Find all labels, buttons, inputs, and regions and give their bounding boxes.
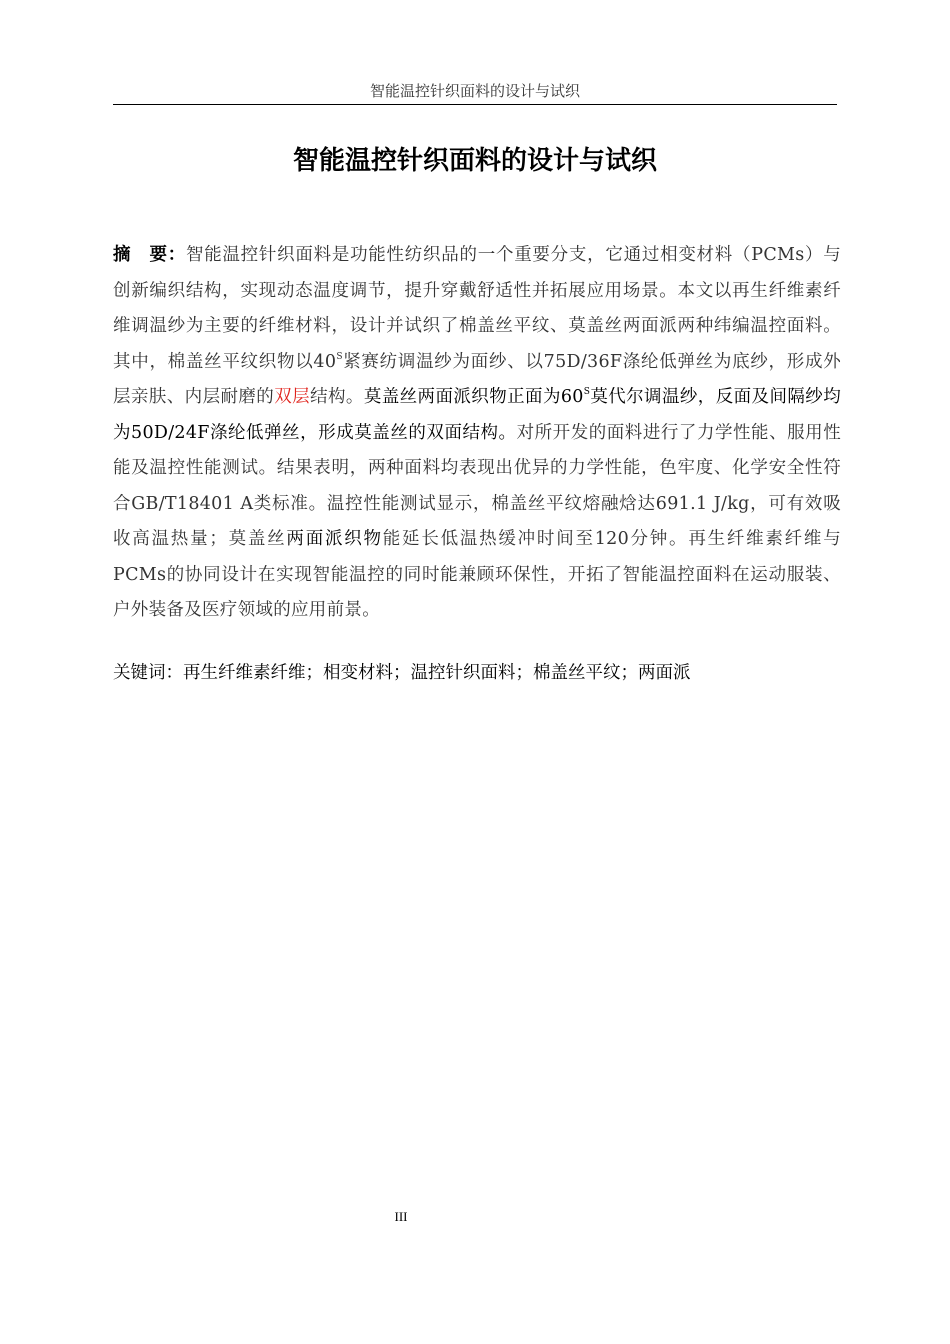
- keywords-text: 再生纤维素纤维；相变材料；温控针织面料；棉盖丝平纹；两面派: [183, 663, 691, 683]
- abstract-text-6: 对所开发的面料进行了力学性能、服用性能及温控性能测试。结果表明，两种面料均表现出优异的力学性能，色牢度、化学安全性符合GB/T18401 A类标准。温控性能测试显示，棉盖丝平纹熔融焓达691.1 J/kg，可有效吸收高温热量；莫盖丝: [113, 422, 841, 549]
- abstract-text-2: 紧赛纺调温纱为面纱、以75D/36F涤纶低弹丝为底纱，形成外层亲肤、内层耐磨的: [113, 351, 841, 407]
- running-header: 智能温控针织面料的设计与试织: [369, 82, 580, 100]
- yarn-count-superscript-1: S: [336, 351, 343, 362]
- yarn-count-superscript-2: S: [583, 387, 591, 397]
- header-rule: [113, 104, 837, 105]
- abstract-text-7: 两面派织物: [286, 529, 383, 549]
- abstract-text-5: 莫代尔调温纱，反面及间隔纱均为50D/24F涤纶低弹丝，形成莫盖丝的双面结构。: [113, 387, 841, 443]
- abstract-text-4: 莫盖丝两面派织物正面为60: [363, 387, 584, 407]
- abstract-label: 摘 要：: [113, 245, 186, 265]
- abstract-text-8: 能延长低温热缓冲时间至120分钟。再生纤维素纤维与PCMs的协同设计在实现智能温控的同时能兼顾环保性，开拓了智能温控面料在运动服装、户外装备及医疗领域的应用前景。: [113, 529, 842, 620]
- highlighted-term: 双层: [274, 387, 311, 407]
- keywords-line: [113, 656, 837, 691]
- abstract-text-3: 结构。: [310, 387, 364, 407]
- abstract-text-1: 智能温控针织面料是功能性纺织品的一个重要分支，它通过相变材料（PCMs）与创新编织结构，实现动态温度调节，提升穿戴舒适性并拓展应用场景。本文以再生纤维素纤维调温纱为主要的纤维材料，设计并试织了棉盖丝平纹、莫盖丝两面派两种纬编温控面料。其中，棉盖丝平纹织物以40: [113, 245, 841, 372]
- keywords-label: 关键词：: [113, 663, 183, 683]
- page-number: III: [394, 1209, 408, 1224]
- abstract-paragraph: [113, 238, 841, 629]
- page-title: 智能温控针织面料的设计与试织: [292, 146, 657, 176]
